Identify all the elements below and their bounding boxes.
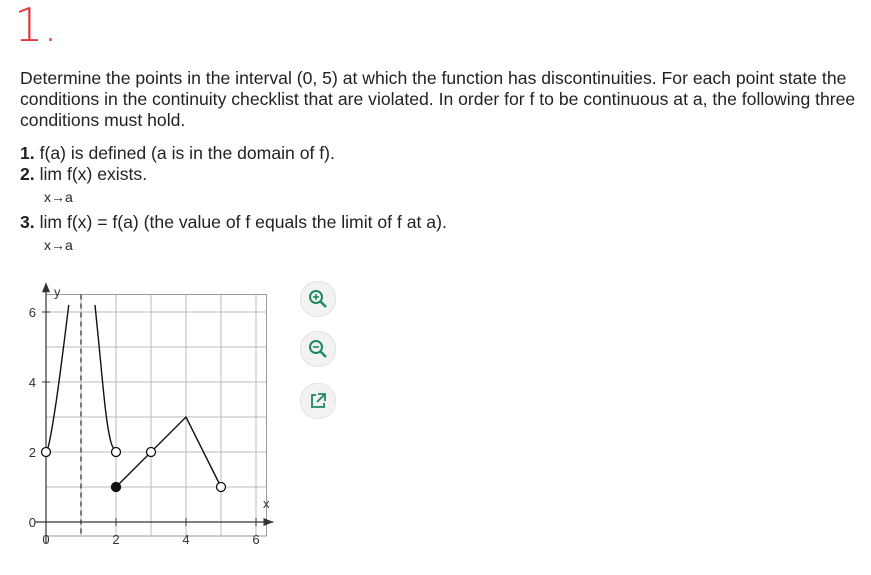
y-tick-label: 0 — [28, 515, 36, 530]
x-axis-label: x — [263, 496, 270, 511]
condition-3-num: 3. — [20, 212, 35, 232]
condition-2-sub: x→a — [44, 189, 73, 205]
graph-curves — [46, 305, 221, 487]
open-point — [112, 448, 121, 457]
graph-grid — [46, 295, 267, 537]
zoom-in-icon — [308, 289, 328, 309]
condition-3 — [20, 212, 447, 233]
left-curve — [46, 305, 69, 452]
zoom-out-icon — [308, 339, 328, 359]
condition-3-text: lim f(x) = f(a) (the value of f equals the limit of f at a). — [39, 212, 447, 232]
problem-text — [20, 68, 860, 131]
grid-border — [46, 295, 267, 537]
x-tick-label: 2 — [112, 532, 120, 547]
condition-2-text: lim f(x) exists. — [39, 164, 148, 184]
condition-3-sub: x→a — [44, 237, 73, 253]
x-axis-arrow — [264, 518, 274, 526]
closed-point — [112, 483, 121, 492]
external-link-icon — [308, 391, 328, 411]
intro-text: Determine the points in the interval (0, 5) at which the function has discontinuities. For each point state the conditions in the continuity checklist that are violated. In order for f to be continuous at a, the following three conditions must hold. — [20, 68, 856, 130]
popout-button[interactable] — [300, 383, 336, 419]
x-tick-label: 6 — [252, 532, 260, 547]
y-tick-label: 4 — [28, 375, 36, 390]
y-axis-arrow — [42, 282, 50, 292]
condition-1-text: f(a) is defined (a is in the domain of f). — [39, 143, 335, 163]
y-tick-label: 2 — [28, 445, 36, 460]
open-point — [147, 448, 156, 457]
condition-1-num: 1. — [20, 143, 35, 163]
condition-1 — [20, 143, 335, 164]
graph-axes — [36, 282, 274, 543]
problem-number: 1. — [14, 0, 58, 52]
condition-2 — [20, 164, 147, 185]
function-graph — [0, 270, 320, 560]
zoom-out-button[interactable] — [300, 331, 336, 367]
open-point — [217, 483, 226, 492]
y-tick-label: 6 — [28, 305, 36, 320]
y-tick-labels — [29, 305, 36, 530]
x-tick-label: 0 — [42, 532, 50, 547]
open-point — [42, 448, 51, 457]
y-axis-label: y — [54, 284, 61, 300]
right-curve — [95, 305, 116, 452]
zoom-in-button[interactable] — [300, 281, 336, 317]
x-tick-label: 4 — [182, 532, 190, 547]
condition-2-num: 2. — [20, 164, 35, 184]
